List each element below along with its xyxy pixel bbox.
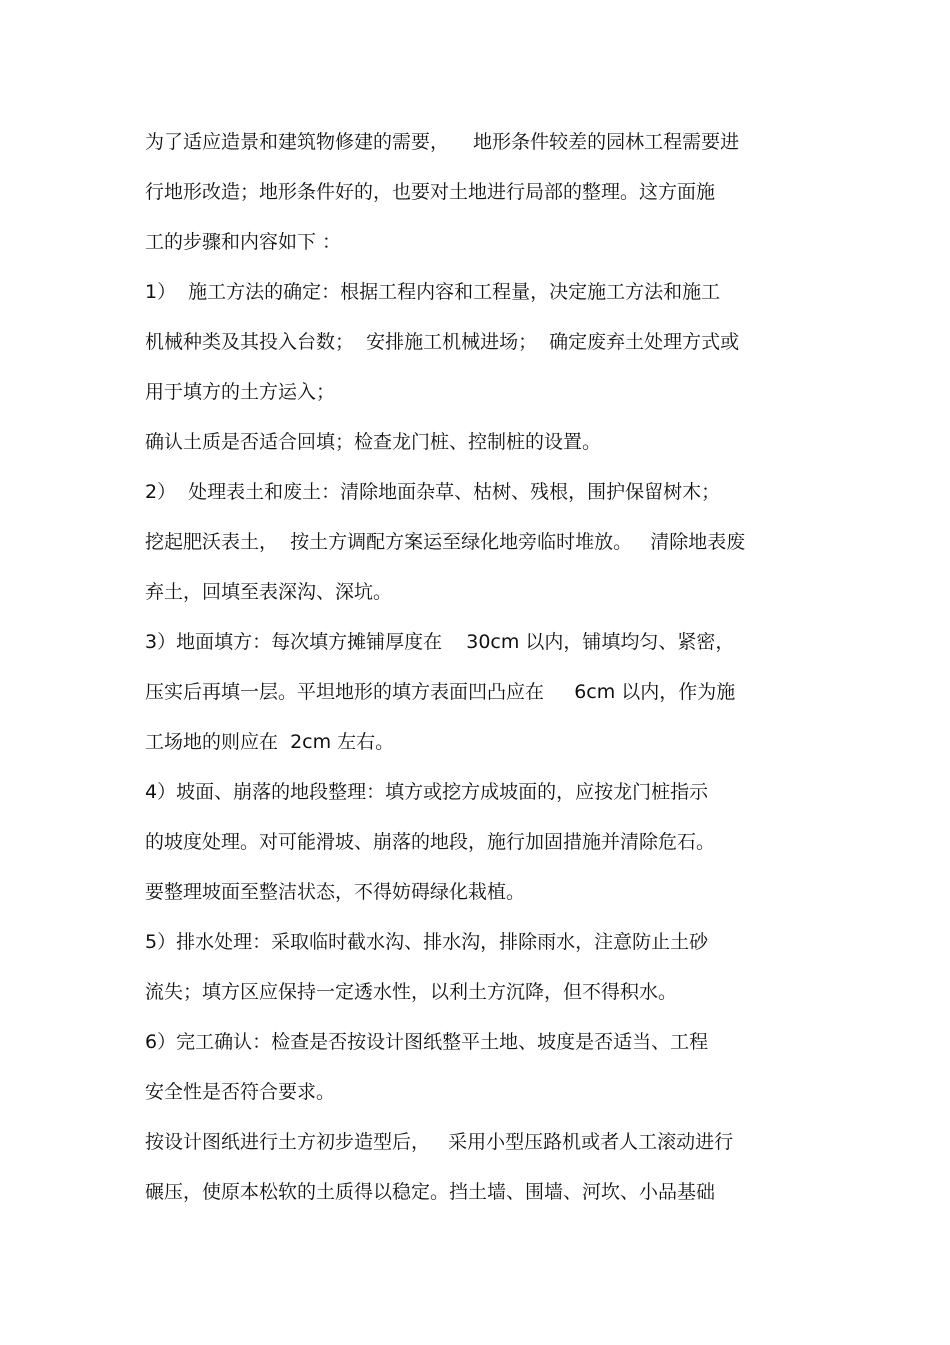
text-line: 3）地面填方：每次填方摊铺厚度在 30cm 以内，铺填均匀、紧密， xyxy=(145,631,735,653)
text-line: 用于填方的土方运入； xyxy=(145,381,336,403)
text-line: 流失；填方区应保持一定透水性，以利土方沉降，但不得积水。 xyxy=(145,981,678,1003)
text-line: 挖起肥沃表土， 按土方调配方案运至绿化地旁临时堆放。 清除地表废 xyxy=(145,531,746,553)
text-line: 5）排水处理：采取临时截水沟、排水沟，排除雨水，注意防止土砂 xyxy=(145,931,709,953)
body-text xyxy=(145,122,825,1222)
text-line: 的坡度处理。对可能滑坡、崩落的地段，施行加固措施并清除危石。 xyxy=(145,831,716,853)
text-line: 工的步骤和内容如下 ： xyxy=(145,231,342,253)
text-line: 4）坡面、崩落的地段整理：填方或挖方成坡面的，应按龙门桩指示 xyxy=(145,781,709,803)
text-line: 2） 处理表土和废土：清除地面杂草、枯树、残根，围护保留树木； xyxy=(145,481,721,503)
text-line: 碾压，使原本松软的土质得以稳定。挡土墙、围墙、河坎、小品基础 xyxy=(145,1181,716,1203)
text-line: 为了适应造景和建筑物修建的需要， 地形条件较差的园林工程需要进 xyxy=(145,131,740,153)
text-line: 压实后再填一层。平坦地形的填方表面凹凸应在 6cm 以内，作为施 xyxy=(145,681,736,703)
text-line: 确认土质是否适合回填；检查龙门桩、控制桩的设置。 xyxy=(145,431,602,453)
text-line: 要整理坡面至整洁状态，不得妨碍绿化栽植。 xyxy=(145,881,526,903)
text-line: 按设计图纸进行土方初步造型后， 采用小型压路机或者人工滚动进行 xyxy=(145,1131,734,1153)
text-line: 弃土，回填至表深沟、深坑。 xyxy=(145,581,393,603)
text-line: 工场地的则应在 2cm 左右。 xyxy=(145,731,395,753)
text-line: 机械种类及其投入台数； 安排施工机械进场； 确定废弃土处理方式或 xyxy=(145,331,740,353)
text-line: 安全性是否符合要求。 xyxy=(145,1081,336,1103)
text-line: 6）完工确认：检查是否按设计图纸整平土地、坡度是否适当、工程 xyxy=(145,1031,709,1053)
text-line: 1） 施工方法的确定：根据工程内容和工程量，决定施工方法和施工 xyxy=(145,281,721,303)
text-line: 行地形改造；地形条件好的，也要对土地进行局部的整理。这方面施 xyxy=(145,181,716,203)
